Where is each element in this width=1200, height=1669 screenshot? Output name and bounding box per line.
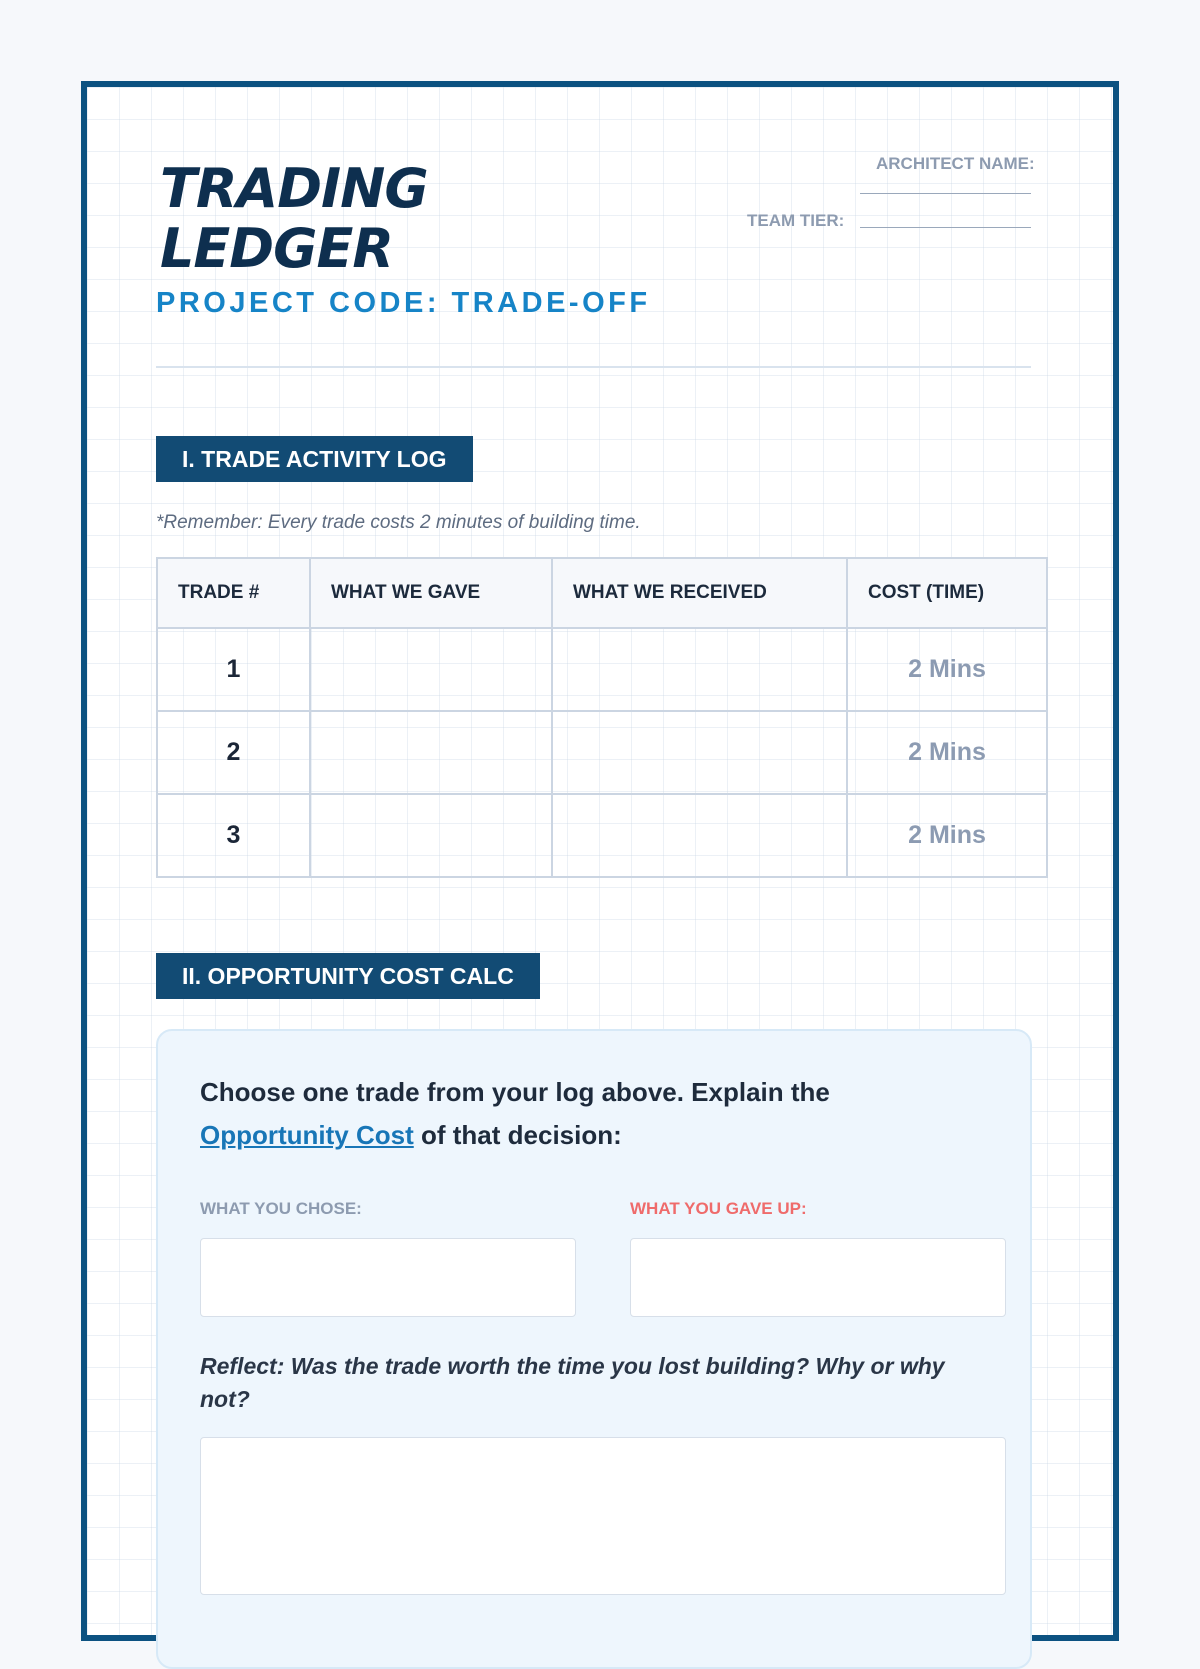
what-you-chose-label: WHAT YOU CHOSE: [200, 1199, 362, 1218]
project-code: PROJECT CODE: TRADE-OFF [156, 287, 651, 319]
what-you-gave-up-label: WHAT YOU GAVE UP: [630, 1199, 807, 1218]
worksheet [81, 81, 1119, 1641]
cost-cell: 2 Mins [847, 794, 1047, 877]
what-we-gave-cell[interactable] [310, 794, 552, 877]
what-we-received-cell[interactable] [552, 711, 847, 794]
architect-name-field[interactable] [860, 193, 1031, 194]
trade-cost-note: *Remember: Every trade costs 2 minutes of building time. [156, 512, 641, 533]
trade-activity-table [156, 557, 1048, 878]
opportunity-cost-link[interactable]: Opportunity Cost [200, 1120, 414, 1150]
what-you-gave-up-input[interactable] [630, 1238, 1006, 1317]
opportunity-cost-prompt [200, 1071, 980, 1157]
cost-cell: 2 Mins [847, 711, 1047, 794]
team-tier-field[interactable] [860, 227, 1031, 228]
column-header-trade-number: TRADE # [157, 558, 310, 628]
architect-name-label: ARCHITECT NAME: [876, 154, 1035, 173]
cost-cell: 2 Mins [847, 628, 1047, 711]
what-we-received-cell[interactable] [552, 628, 847, 711]
section-heading-opportunity-cost: II. OPPORTUNITY COST CALC [156, 953, 540, 999]
section-heading-trade-log: I. TRADE ACTIVITY LOG [156, 436, 473, 482]
reflect-textarea[interactable] [200, 1437, 1006, 1595]
table-row [157, 794, 1047, 877]
table-row [157, 711, 1047, 794]
column-header-cost-time: COST (TIME) [847, 558, 1047, 628]
table-header-row [157, 558, 1047, 628]
trade-number-cell: 2 [157, 711, 310, 794]
table-row [157, 628, 1047, 711]
trade-number-cell: 3 [157, 794, 310, 877]
title-line-2: LEDGER [160, 217, 393, 280]
title-line-1: TRADING [160, 157, 428, 220]
prompt-text-end: of that decision: [421, 1120, 622, 1150]
what-we-gave-cell[interactable] [310, 628, 552, 711]
reflect-prompt: Reflect: Was the trade worth the time you lost building? Why or why not? [200, 1353, 945, 1412]
prompt-text-start: Choose one trade from your log above. Explain the [200, 1077, 830, 1107]
what-we-gave-cell[interactable] [310, 711, 552, 794]
column-header-what-we-received: WHAT WE RECEIVED [552, 558, 847, 628]
page-title [160, 159, 428, 279]
trade-number-cell: 1 [157, 628, 310, 711]
what-you-chose-input[interactable] [200, 1238, 576, 1317]
column-header-what-we-gave: WHAT WE GAVE [310, 558, 552, 628]
team-tier-label: TEAM TIER: [747, 211, 845, 230]
opportunity-cost-panel [156, 1029, 1032, 1669]
what-we-received-cell[interactable] [552, 794, 847, 877]
header-divider [156, 366, 1031, 368]
